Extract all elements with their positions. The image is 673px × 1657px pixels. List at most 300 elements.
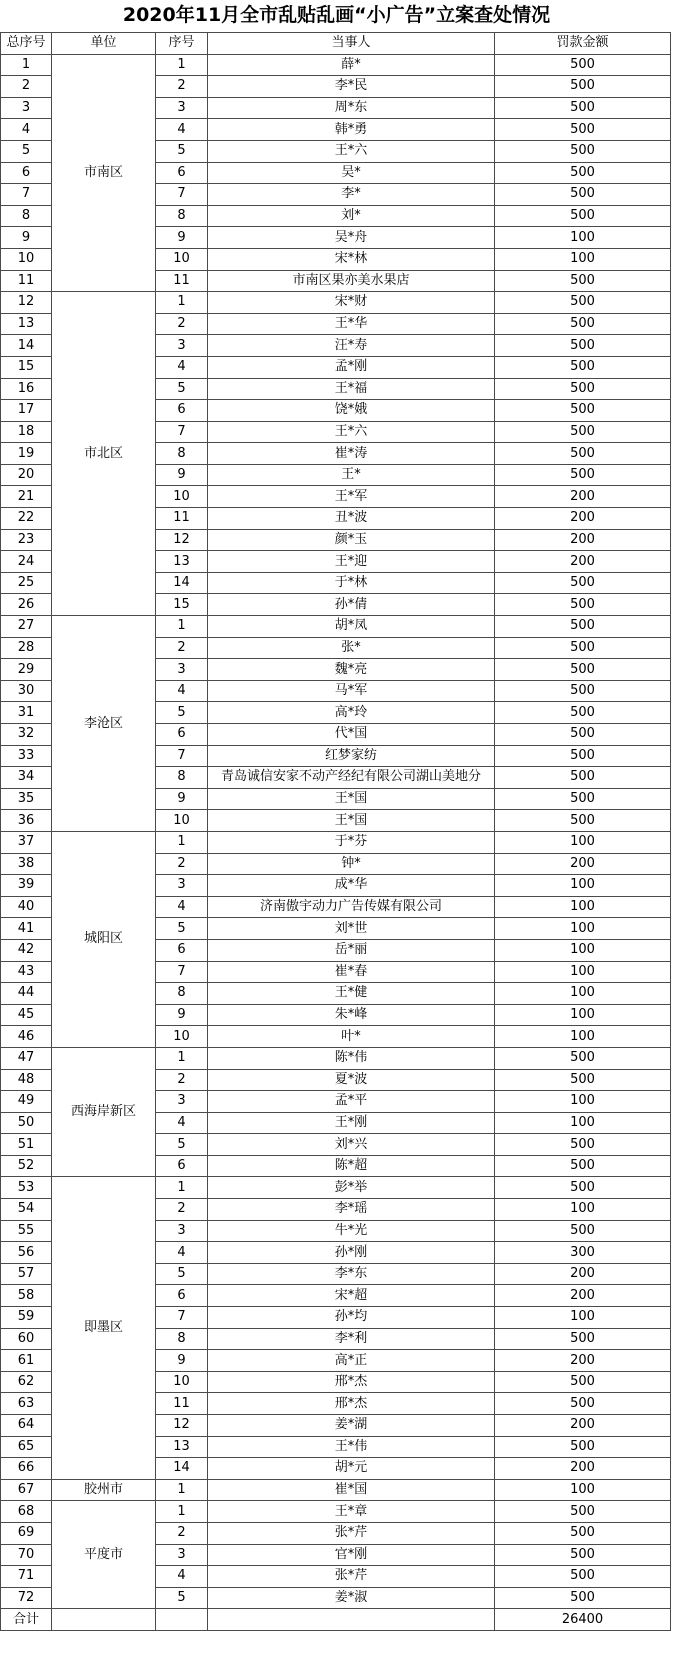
party-cell: 于*芬 [208,831,495,853]
total-index-cell: 11 [1,270,52,292]
party-cell: 彭*举 [208,1177,495,1199]
party-cell: 王*伟 [208,1436,495,1458]
index-cell: 7 [156,1307,208,1329]
party-cell: 薛* [208,54,495,76]
header-index: 序号 [156,33,208,55]
fine-cell: 500 [495,378,671,400]
index-cell: 2 [156,1069,208,1091]
total-index-cell: 63 [1,1393,52,1415]
total-index-cell: 23 [1,529,52,551]
index-cell: 2 [156,1199,208,1221]
fine-cell: 100 [495,961,671,983]
total-index-cell: 54 [1,1199,52,1221]
fine-cell: 500 [495,594,671,616]
total-index-cell: 16 [1,378,52,400]
index-cell: 2 [156,76,208,98]
total-index-cell: 66 [1,1458,52,1480]
index-cell: 4 [156,1112,208,1134]
fine-cell: 500 [495,184,671,206]
party-cell: 崔*涛 [208,443,495,465]
fine-cell: 500 [495,1220,671,1242]
party-cell: 王*章 [208,1501,495,1523]
fine-cell: 500 [495,724,671,746]
fine-cell: 500 [495,443,671,465]
index-cell: 12 [156,529,208,551]
index-cell: 3 [156,875,208,897]
index-cell: 5 [156,702,208,724]
header-unit: 单位 [52,33,156,55]
party-cell: 马*军 [208,680,495,702]
index-cell: 1 [156,1177,208,1199]
party-cell: 宋*超 [208,1285,495,1307]
total-index-cell: 44 [1,983,52,1005]
party-cell: 刘*兴 [208,1134,495,1156]
party-cell: 饶*娥 [208,400,495,422]
fine-cell: 500 [495,97,671,119]
fine-cell: 200 [495,1415,671,1437]
fine-cell: 300 [495,1242,671,1264]
total-index-cell: 13 [1,313,52,335]
index-cell: 1 [156,54,208,76]
total-index-cell: 37 [1,831,52,853]
party-cell: 孟*刚 [208,356,495,378]
index-cell: 10 [156,810,208,832]
party-cell: 李*民 [208,76,495,98]
index-cell: 3 [156,1544,208,1566]
total-index-cell: 3 [1,97,52,119]
fine-cell: 500 [495,1566,671,1588]
fine-cell: 200 [495,1350,671,1372]
fine-cell: 100 [495,1199,671,1221]
fine-cell: 500 [495,76,671,98]
total-empty-cell [52,1609,156,1631]
party-cell: 成*华 [208,875,495,897]
index-cell: 4 [156,356,208,378]
party-cell: 宋*财 [208,292,495,314]
fine-cell: 100 [495,1479,671,1501]
index-cell: 10 [156,1371,208,1393]
index-cell: 4 [156,119,208,141]
total-index-cell: 21 [1,486,52,508]
fine-cell: 100 [495,1091,671,1113]
index-cell: 13 [156,551,208,573]
party-cell: 官*刚 [208,1544,495,1566]
party-cell: 吴*舟 [208,227,495,249]
total-index-cell: 27 [1,616,52,638]
total-index-cell: 56 [1,1242,52,1264]
fine-cell: 100 [495,1112,671,1134]
unit-cell: 李沧区 [52,616,156,832]
fine-cell: 500 [495,680,671,702]
index-cell: 5 [156,1134,208,1156]
total-empty-cell [208,1609,495,1631]
party-cell: 邢*杰 [208,1371,495,1393]
index-cell: 5 [156,1587,208,1609]
table-row [1,616,671,638]
fine-cell: 100 [495,1004,671,1026]
total-empty-cell [156,1609,208,1631]
fine-cell: 100 [495,248,671,270]
fine-cell: 500 [495,616,671,638]
index-cell: 8 [156,443,208,465]
party-cell: 汪*寿 [208,335,495,357]
table-row [1,1501,671,1523]
index-cell: 1 [156,292,208,314]
party-cell: 岳*丽 [208,939,495,961]
fine-cell: 500 [495,162,671,184]
index-cell: 6 [156,162,208,184]
table-row [1,831,671,853]
party-cell: 红梦家纺 [208,745,495,767]
index-cell: 8 [156,1328,208,1350]
fine-cell: 200 [495,1263,671,1285]
fine-cell: 500 [495,572,671,594]
total-index-cell: 34 [1,767,52,789]
fine-cell: 500 [495,270,671,292]
party-cell: 李*东 [208,1263,495,1285]
total-index-cell: 62 [1,1371,52,1393]
party-cell: 张*芹 [208,1566,495,1588]
total-index-cell: 24 [1,551,52,573]
fine-cell: 500 [495,767,671,789]
index-cell: 6 [156,939,208,961]
total-index-cell: 36 [1,810,52,832]
fine-cell: 100 [495,875,671,897]
total-index-cell: 46 [1,1026,52,1048]
party-cell: 叶* [208,1026,495,1048]
table-row [1,292,671,314]
party-cell: 市南区果亦美水果店 [208,270,495,292]
fine-cell: 500 [495,54,671,76]
total-index-cell: 8 [1,205,52,227]
total-index-cell: 31 [1,702,52,724]
index-cell: 7 [156,745,208,767]
index-cell: 2 [156,637,208,659]
party-cell: 代*国 [208,724,495,746]
total-index-cell: 10 [1,248,52,270]
party-cell: 崔*春 [208,961,495,983]
party-cell: 胡*凤 [208,616,495,638]
index-cell: 8 [156,983,208,1005]
total-index-cell: 40 [1,896,52,918]
index-cell: 3 [156,97,208,119]
index-cell: 10 [156,1026,208,1048]
index-cell: 8 [156,205,208,227]
fine-cell: 500 [495,1177,671,1199]
index-cell: 5 [156,918,208,940]
fine-cell: 500 [495,421,671,443]
fine-cell: 500 [495,659,671,681]
total-index-cell: 32 [1,724,52,746]
index-cell: 2 [156,313,208,335]
party-cell: 王*国 [208,788,495,810]
unit-cell: 西海岸新区 [52,1047,156,1177]
table-row [1,1177,671,1199]
party-cell: 李*利 [208,1328,495,1350]
total-amount: 26400 [495,1609,671,1631]
total-index-cell: 45 [1,1004,52,1026]
total-index-cell: 61 [1,1350,52,1372]
total-index-cell: 29 [1,659,52,681]
fine-cell: 500 [495,1501,671,1523]
total-index-cell: 18 [1,421,52,443]
party-cell: 王*六 [208,421,495,443]
total-index-cell: 64 [1,1415,52,1437]
total-index-cell: 58 [1,1285,52,1307]
header-fine: 罚款金额 [495,33,671,55]
fine-cell: 100 [495,227,671,249]
party-cell: 王*福 [208,378,495,400]
total-index-cell: 4 [1,119,52,141]
party-cell: 丑*波 [208,508,495,530]
total-index-cell: 15 [1,356,52,378]
total-index-cell: 52 [1,1155,52,1177]
index-cell: 5 [156,1263,208,1285]
fine-cell: 500 [495,810,671,832]
fine-cell: 500 [495,1134,671,1156]
party-cell: 张*芹 [208,1522,495,1544]
fine-cell: 500 [495,788,671,810]
index-cell: 8 [156,767,208,789]
fine-cell: 500 [495,1328,671,1350]
fine-cell: 100 [495,939,671,961]
index-cell: 14 [156,1458,208,1480]
total-index-cell: 26 [1,594,52,616]
header-row [1,33,671,55]
party-cell: 刘*世 [208,918,495,940]
party-cell: 王*健 [208,983,495,1005]
index-cell: 7 [156,961,208,983]
index-cell: 10 [156,248,208,270]
index-cell: 10 [156,486,208,508]
index-cell: 3 [156,1091,208,1113]
total-index-cell: 48 [1,1069,52,1091]
fine-cell: 500 [495,1069,671,1091]
index-cell: 4 [156,680,208,702]
party-cell: 王* [208,464,495,486]
total-index-cell: 55 [1,1220,52,1242]
party-cell: 于*林 [208,572,495,594]
party-cell: 陈*超 [208,1155,495,1177]
party-cell: 王*国 [208,810,495,832]
table-row [1,1047,671,1069]
party-cell: 王*华 [208,313,495,335]
party-cell: 邢*杰 [208,1393,495,1415]
index-cell: 7 [156,421,208,443]
index-cell: 13 [156,1436,208,1458]
party-cell: 夏*波 [208,1069,495,1091]
fine-cell: 100 [495,1307,671,1329]
index-cell: 9 [156,1350,208,1372]
total-index-cell: 71 [1,1566,52,1588]
fine-cell: 500 [495,119,671,141]
total-row [1,1609,671,1631]
fine-cell: 500 [495,205,671,227]
index-cell: 3 [156,1220,208,1242]
total-index-cell: 7 [1,184,52,206]
index-cell: 6 [156,1285,208,1307]
index-cell: 7 [156,184,208,206]
party-cell: 姜*淑 [208,1587,495,1609]
total-index-cell: 12 [1,292,52,314]
index-cell: 6 [156,1155,208,1177]
party-cell: 周*东 [208,97,495,119]
party-cell: 王*军 [208,486,495,508]
fine-cell: 200 [495,508,671,530]
total-index-cell: 39 [1,875,52,897]
total-label: 合计 [1,1609,52,1631]
total-index-cell: 14 [1,335,52,357]
index-cell: 4 [156,1242,208,1264]
index-cell: 9 [156,227,208,249]
total-index-cell: 38 [1,853,52,875]
fine-cell: 500 [495,313,671,335]
fine-cell: 200 [495,529,671,551]
unit-cell: 即墨区 [52,1177,156,1479]
header-total-index: 总序号 [1,33,52,55]
index-cell: 1 [156,1479,208,1501]
total-index-cell: 9 [1,227,52,249]
fine-cell: 500 [495,1371,671,1393]
fine-cell: 500 [495,292,671,314]
unit-cell: 平度市 [52,1501,156,1609]
total-index-cell: 22 [1,508,52,530]
total-index-cell: 28 [1,637,52,659]
party-cell: 青岛诚信安家不动产经纪有限公司湖山美地分 [208,767,495,789]
index-cell: 12 [156,1415,208,1437]
fine-cell: 100 [495,983,671,1005]
fine-cell: 500 [495,1393,671,1415]
party-cell: 朱*峰 [208,1004,495,1026]
total-index-cell: 68 [1,1501,52,1523]
index-cell: 3 [156,659,208,681]
fine-cell: 200 [495,1285,671,1307]
index-cell: 5 [156,378,208,400]
penalty-table [0,32,671,1631]
fine-cell: 200 [495,486,671,508]
total-index-cell: 5 [1,140,52,162]
party-cell: 宋*林 [208,248,495,270]
index-cell: 2 [156,853,208,875]
fine-cell: 500 [495,1436,671,1458]
total-index-cell: 50 [1,1112,52,1134]
fine-cell: 200 [495,1458,671,1480]
index-cell: 11 [156,270,208,292]
party-cell: 魏*亮 [208,659,495,681]
fine-cell: 500 [495,1155,671,1177]
index-cell: 3 [156,335,208,357]
fine-cell: 100 [495,1026,671,1048]
total-index-cell: 60 [1,1328,52,1350]
total-index-cell: 35 [1,788,52,810]
index-cell: 15 [156,594,208,616]
page-title: 2020年11月全市乱贴乱画“小广告”立案查处情况 [122,4,551,26]
fine-cell: 500 [495,745,671,767]
index-cell: 9 [156,1004,208,1026]
party-cell: 高*正 [208,1350,495,1372]
fine-cell: 100 [495,831,671,853]
index-cell: 11 [156,1393,208,1415]
total-index-cell: 65 [1,1436,52,1458]
total-index-cell: 47 [1,1047,52,1069]
fine-cell: 500 [495,335,671,357]
party-cell: 牛*光 [208,1220,495,1242]
total-index-cell: 33 [1,745,52,767]
total-index-cell: 19 [1,443,52,465]
party-cell: 刘* [208,205,495,227]
party-cell: 济南傲宇动力广告传媒有限公司 [208,896,495,918]
party-cell: 胡*元 [208,1458,495,1480]
total-index-cell: 69 [1,1522,52,1544]
index-cell: 5 [156,140,208,162]
index-cell: 4 [156,896,208,918]
party-cell: 王*刚 [208,1112,495,1134]
party-cell: 李*瑶 [208,1199,495,1221]
unit-cell: 胶州市 [52,1479,156,1501]
fine-cell: 200 [495,551,671,573]
party-cell: 姜*湖 [208,1415,495,1437]
total-index-cell: 17 [1,400,52,422]
total-index-cell: 2 [1,76,52,98]
fine-cell: 100 [495,918,671,940]
party-cell: 颜*玉 [208,529,495,551]
unit-cell: 市北区 [52,292,156,616]
index-cell: 1 [156,616,208,638]
index-cell: 4 [156,1566,208,1588]
total-index-cell: 59 [1,1307,52,1329]
total-index-cell: 49 [1,1091,52,1113]
total-index-cell: 43 [1,961,52,983]
index-cell: 9 [156,788,208,810]
index-cell: 6 [156,400,208,422]
fine-cell: 500 [495,1587,671,1609]
party-cell: 崔*国 [208,1479,495,1501]
fine-cell: 100 [495,896,671,918]
index-cell: 11 [156,508,208,530]
index-cell: 1 [156,831,208,853]
party-cell: 李* [208,184,495,206]
party-cell: 孟*平 [208,1091,495,1113]
fine-cell: 500 [495,702,671,724]
index-cell: 9 [156,464,208,486]
fine-cell: 500 [495,1047,671,1069]
index-cell: 6 [156,724,208,746]
index-cell: 14 [156,572,208,594]
party-cell: 孙*刚 [208,1242,495,1264]
party-cell: 王*六 [208,140,495,162]
party-cell: 孙*均 [208,1307,495,1329]
party-cell: 陈*伟 [208,1047,495,1069]
party-cell: 吴* [208,162,495,184]
total-index-cell: 30 [1,680,52,702]
party-cell: 张* [208,637,495,659]
fine-cell: 200 [495,853,671,875]
total-index-cell: 70 [1,1544,52,1566]
total-index-cell: 51 [1,1134,52,1156]
index-cell: 1 [156,1501,208,1523]
index-cell: 2 [156,1522,208,1544]
total-index-cell: 41 [1,918,52,940]
party-cell: 钟* [208,853,495,875]
total-index-cell: 57 [1,1263,52,1285]
table-row [1,54,671,76]
table-row [1,1479,671,1501]
unit-cell: 市南区 [52,54,156,292]
total-index-cell: 20 [1,464,52,486]
party-cell: 高*玲 [208,702,495,724]
index-cell: 1 [156,1047,208,1069]
total-index-cell: 67 [1,1479,52,1501]
